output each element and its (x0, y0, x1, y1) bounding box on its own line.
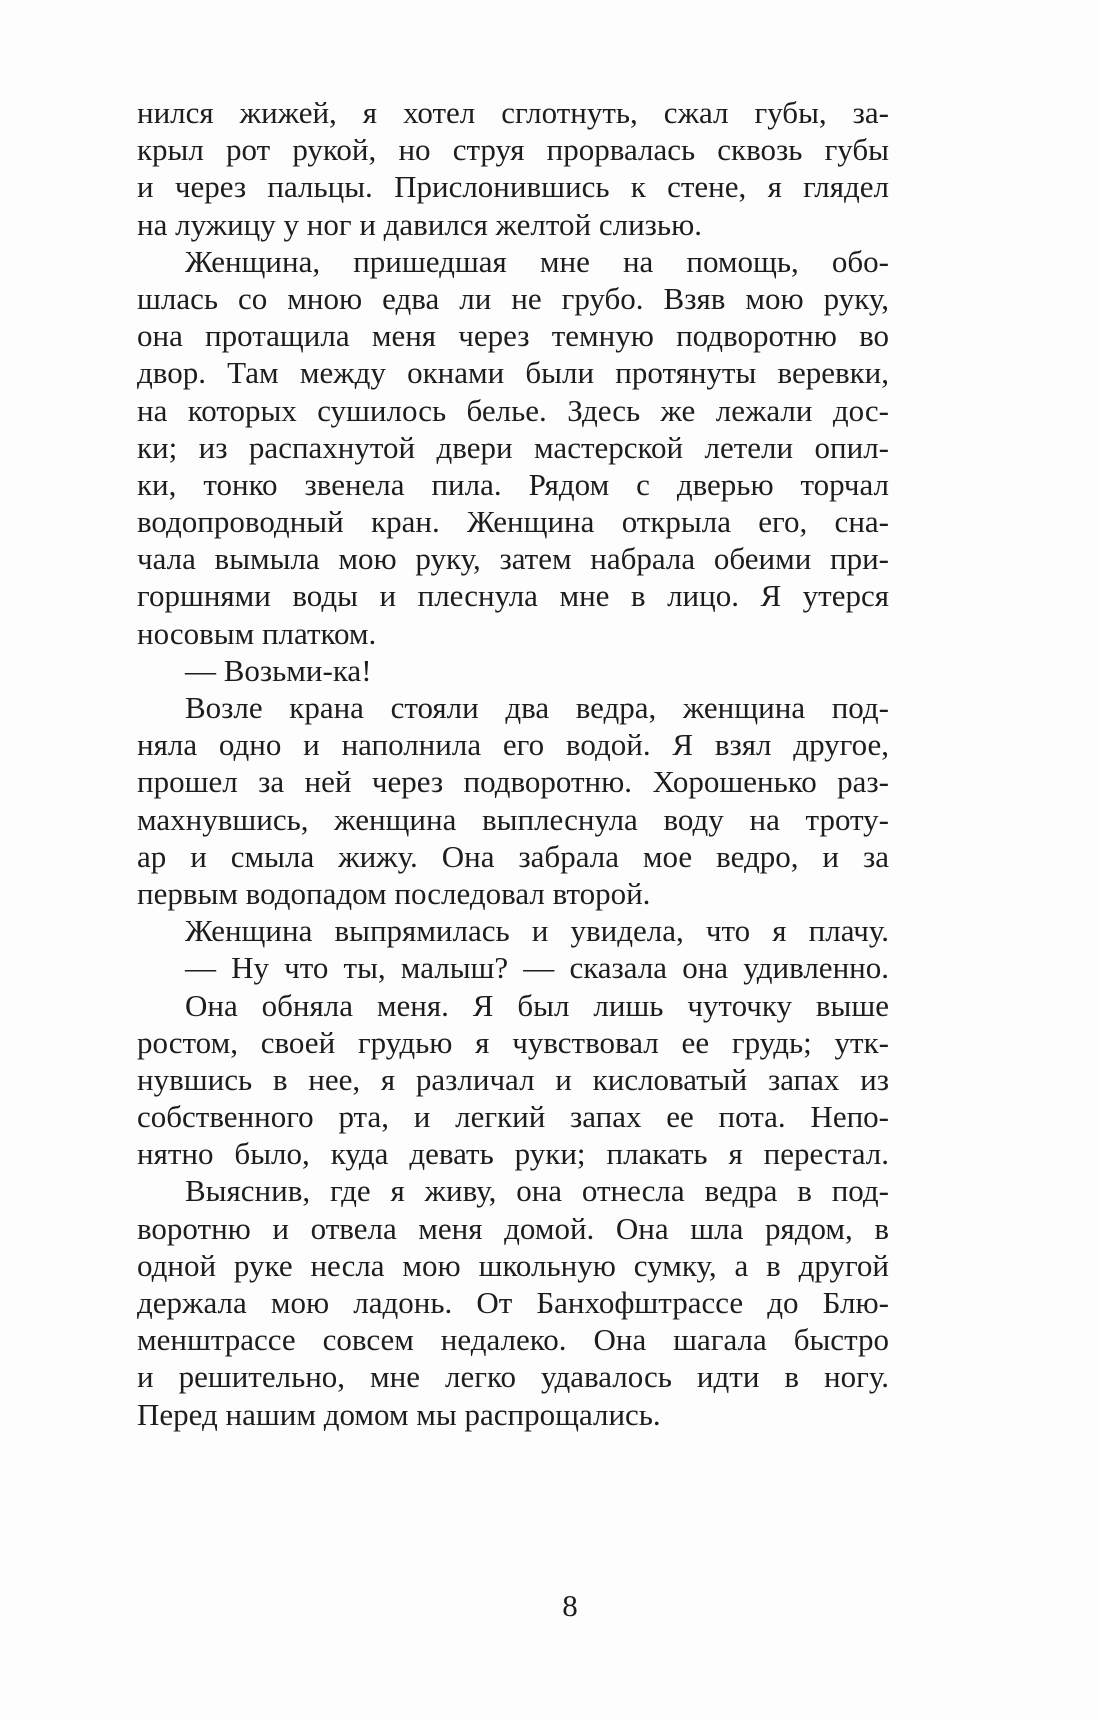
text-line: двор. Там между окнами были протянуты веревки, (137, 355, 889, 391)
text-line: горшнями воды и плеснула мне в лицо. Я утерся (137, 578, 889, 614)
text-line: нувшись в нее, я различал и кисловатый запах из (137, 1061, 889, 1097)
text-line: Перед нашим домом мы распрощались. (137, 1396, 661, 1432)
body-text (137, 94, 889, 1433)
text-line: прошел за ней через подворотню. Хорошенько раз- (137, 764, 889, 800)
text-line: на лужицу у ног и давился желтой слизью. (137, 206, 702, 242)
text-line: ростом, своей грудью я чувствовал ее грудь; утк- (137, 1024, 889, 1060)
paragraph-first-line: — Ну что ты, малыш? — сказала она удивленно. (185, 950, 889, 986)
page-number: 8 (562, 1588, 578, 1623)
text-line: махнувшись, женщина выплеснула воду на троту- (137, 801, 889, 837)
text-line: няла одно и наполнила его водой. Я взял другое, (137, 727, 889, 763)
text-line: она протащила меня через темную подворотню во (137, 318, 889, 354)
paragraph-first-line: Она обняла меня. Я был лишь чуточку выше (185, 987, 889, 1023)
paragraph-first-line: Женщина выпрямилась и увидела, что я плачу. (185, 913, 889, 949)
text-line: ки; из распахнутой двери мастерской летели опил- (137, 429, 889, 465)
text-line: носовым платком. (137, 615, 377, 651)
text-line: и через пальцы. Прислонившись к стене, я глядел (137, 169, 889, 205)
text-line: крыл рот рукой, но струя прорвалась сквозь губы (137, 132, 889, 168)
text-line: нятно было, куда девать руки; плакать я перестал. (137, 1136, 889, 1172)
text-line: ки, тонко звенела пила. Рядом с дверью торчал (137, 466, 889, 502)
text-line: нился жижей, я хотел сглотнуть, сжал губы, за- (137, 95, 889, 130)
text-line: одной руке несла мою школьную сумку, а в другой (137, 1247, 889, 1283)
text-line: шлась со мною едва ли не грубо. Взяв мою руку, (137, 280, 889, 316)
text-line: менштрассе совсем недалеко. Она шагала быстро (137, 1322, 889, 1358)
paragraph-first-line: — Возьми-ка! (185, 652, 372, 688)
text-line: чала вымыла мою руку, затем набрала обеими при- (137, 541, 889, 577)
text-line: ар и смыла жижу. Она забрала мое ведро, и за (137, 838, 889, 874)
text-line: на которых сушилось белье. Здесь же лежали дос- (137, 392, 889, 428)
text-line: собственного рта, и легкий запах ее пота. Непо- (137, 1099, 889, 1135)
paragraph-first-line: Женщина, пришедшая мне на помощь, обо- (185, 243, 889, 279)
text-line: первым водопадом последовал второй. (137, 875, 651, 911)
text-line: держала мою ладонь. От Банхофштрассе до Блю- (137, 1285, 889, 1320)
paragraph-first-line: Выяснив, где я живу, она отнесла ведра в под- (185, 1173, 889, 1209)
text-line: водопроводный кран. Женщина открыла его, сна- (137, 504, 889, 540)
text-line: и решительно, мне легко удавалось идти в ногу. (137, 1359, 889, 1395)
paragraph-first-line: Возле крана стояли два ведра, женщина под- (185, 690, 889, 725)
text-line: воротню и отвела меня домой. Она шла рядом, в (137, 1210, 889, 1246)
